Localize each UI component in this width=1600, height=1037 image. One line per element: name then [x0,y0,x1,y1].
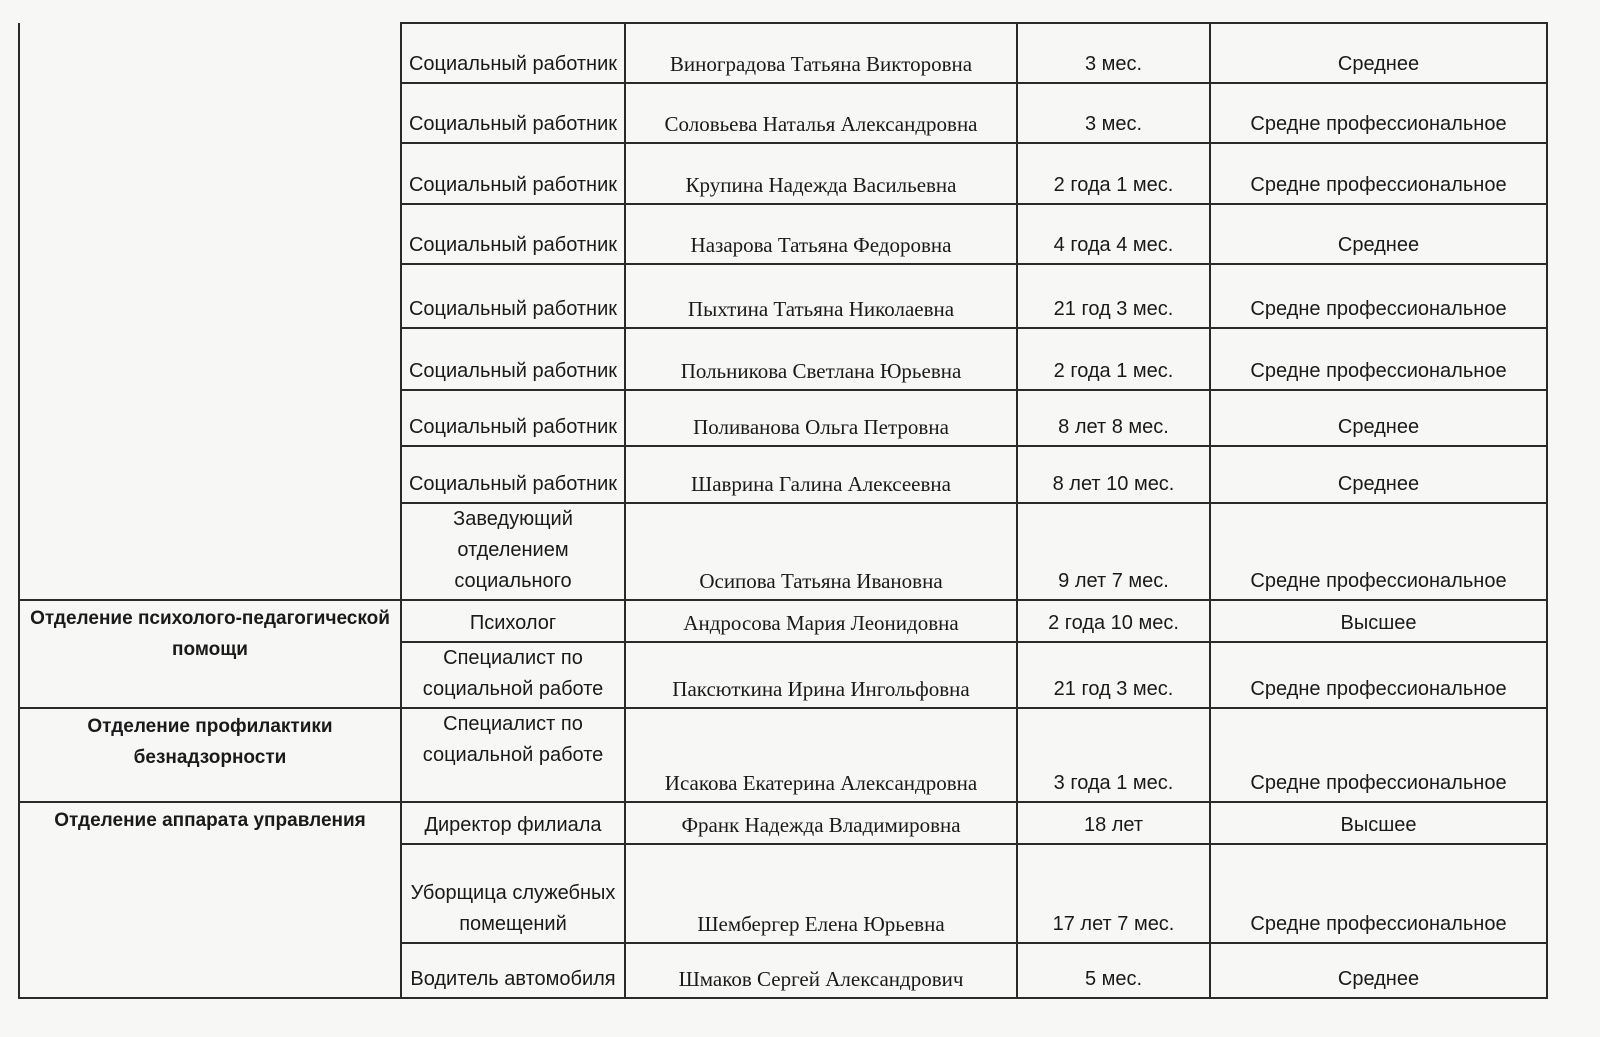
name-cell: Шаврина Галина Алексеевна [625,446,1017,503]
name-cell: Крупина Надежда Васильевна [625,143,1017,204]
name-cell: Исакова Екатерина Александровна [625,708,1017,802]
position-cell: Социальный работник [401,390,625,446]
education-cell: Среднее [1210,390,1547,446]
experience-cell: 8 лет 8 мес. [1017,390,1210,446]
position-cell: Специалист по социальной работе [401,708,625,802]
experience-cell: 21 год 3 мес. [1017,642,1210,708]
name-cell: Франк Надежда Владимировна [625,802,1017,844]
education-cell: Высшее [1210,802,1547,844]
staff-table [18,22,1548,999]
name-cell: Назарова Татьяна Федоровна [625,204,1017,264]
experience-cell: 8 лет 10 мес. [1017,446,1210,503]
name-cell: Шембергер Елена Юрьевна [625,844,1017,943]
position-cell: Социальный работник [401,143,625,204]
department-cell: Отделение профилактики безнадзорности [19,708,401,802]
position-cell: Социальный работник [401,446,625,503]
name-cell: Поливанова Ольга Петровна [625,390,1017,446]
education-cell: Средне профессиональное [1210,83,1547,143]
experience-cell: 3 мес. [1017,83,1210,143]
position-cell: Социальный работник [401,83,625,143]
experience-cell: 9 лет 7 мес. [1017,503,1210,600]
position-cell: Директор филиала [401,802,625,844]
position-cell: Специалист по социальной работе [401,642,625,708]
position-cell: Психолог [401,600,625,642]
position-cell: Водитель автомобиля [401,943,625,998]
experience-cell: 17 лет 7 мес. [1017,844,1210,943]
name-cell: Осипова Татьяна Ивановна [625,503,1017,600]
position-cell: Заведующий отделением социального [401,503,625,600]
position-cell: Социальный работник [401,264,625,328]
table-row [19,23,1547,83]
experience-cell: 18 лет [1017,802,1210,844]
education-cell: Средне профессиональное [1210,503,1547,600]
department-cell: Отделение психолого-педагогической помощи [19,600,401,708]
education-cell: Средне профессиональное [1210,708,1547,802]
position-cell: Социальный работник [401,23,625,83]
education-cell: Средне профессиональное [1210,264,1547,328]
name-cell: Виноградова Татьяна Викторовна [625,23,1017,83]
experience-cell: 2 года 1 мес. [1017,143,1210,204]
table-row [19,708,1547,802]
education-cell: Средне профессиональное [1210,844,1547,943]
experience-cell: 3 года 1 мес. [1017,708,1210,802]
table-row [19,802,1547,844]
experience-cell: 2 года 10 мес. [1017,600,1210,642]
education-cell: Средне профессиональное [1210,328,1547,390]
department-cell [19,23,401,600]
name-cell: Пыхтина Татьяна Николаевна [625,264,1017,328]
name-cell: Шмаков Сергей Александрович [625,943,1017,998]
experience-cell: 21 год 3 мес. [1017,264,1210,328]
name-cell: Соловьева Наталья Александровна [625,83,1017,143]
position-cell: Уборщица служебных помещений [401,844,625,943]
department-cell: Отделение аппарата управления [19,802,401,998]
education-cell: Высшее [1210,600,1547,642]
education-cell: Среднее [1210,446,1547,503]
education-cell: Средне профессиональное [1210,143,1547,204]
experience-cell: 2 года 1 мес. [1017,328,1210,390]
name-cell: Паксюткина Ирина Ингольфовна [625,642,1017,708]
position-cell: Социальный работник [401,204,625,264]
education-cell: Средне профессиональное [1210,642,1547,708]
experience-cell: 5 мес. [1017,943,1210,998]
experience-cell: 4 года 4 мес. [1017,204,1210,264]
name-cell: Андросова Мария Леонидовна [625,600,1017,642]
education-cell: Среднее [1210,204,1547,264]
name-cell: Польникова Светлана Юрьевна [625,328,1017,390]
education-cell: Среднее [1210,943,1547,998]
education-cell: Среднее [1210,23,1547,83]
table-row [19,600,1547,642]
experience-cell: 3 мес. [1017,23,1210,83]
position-cell: Социальный работник [401,328,625,390]
